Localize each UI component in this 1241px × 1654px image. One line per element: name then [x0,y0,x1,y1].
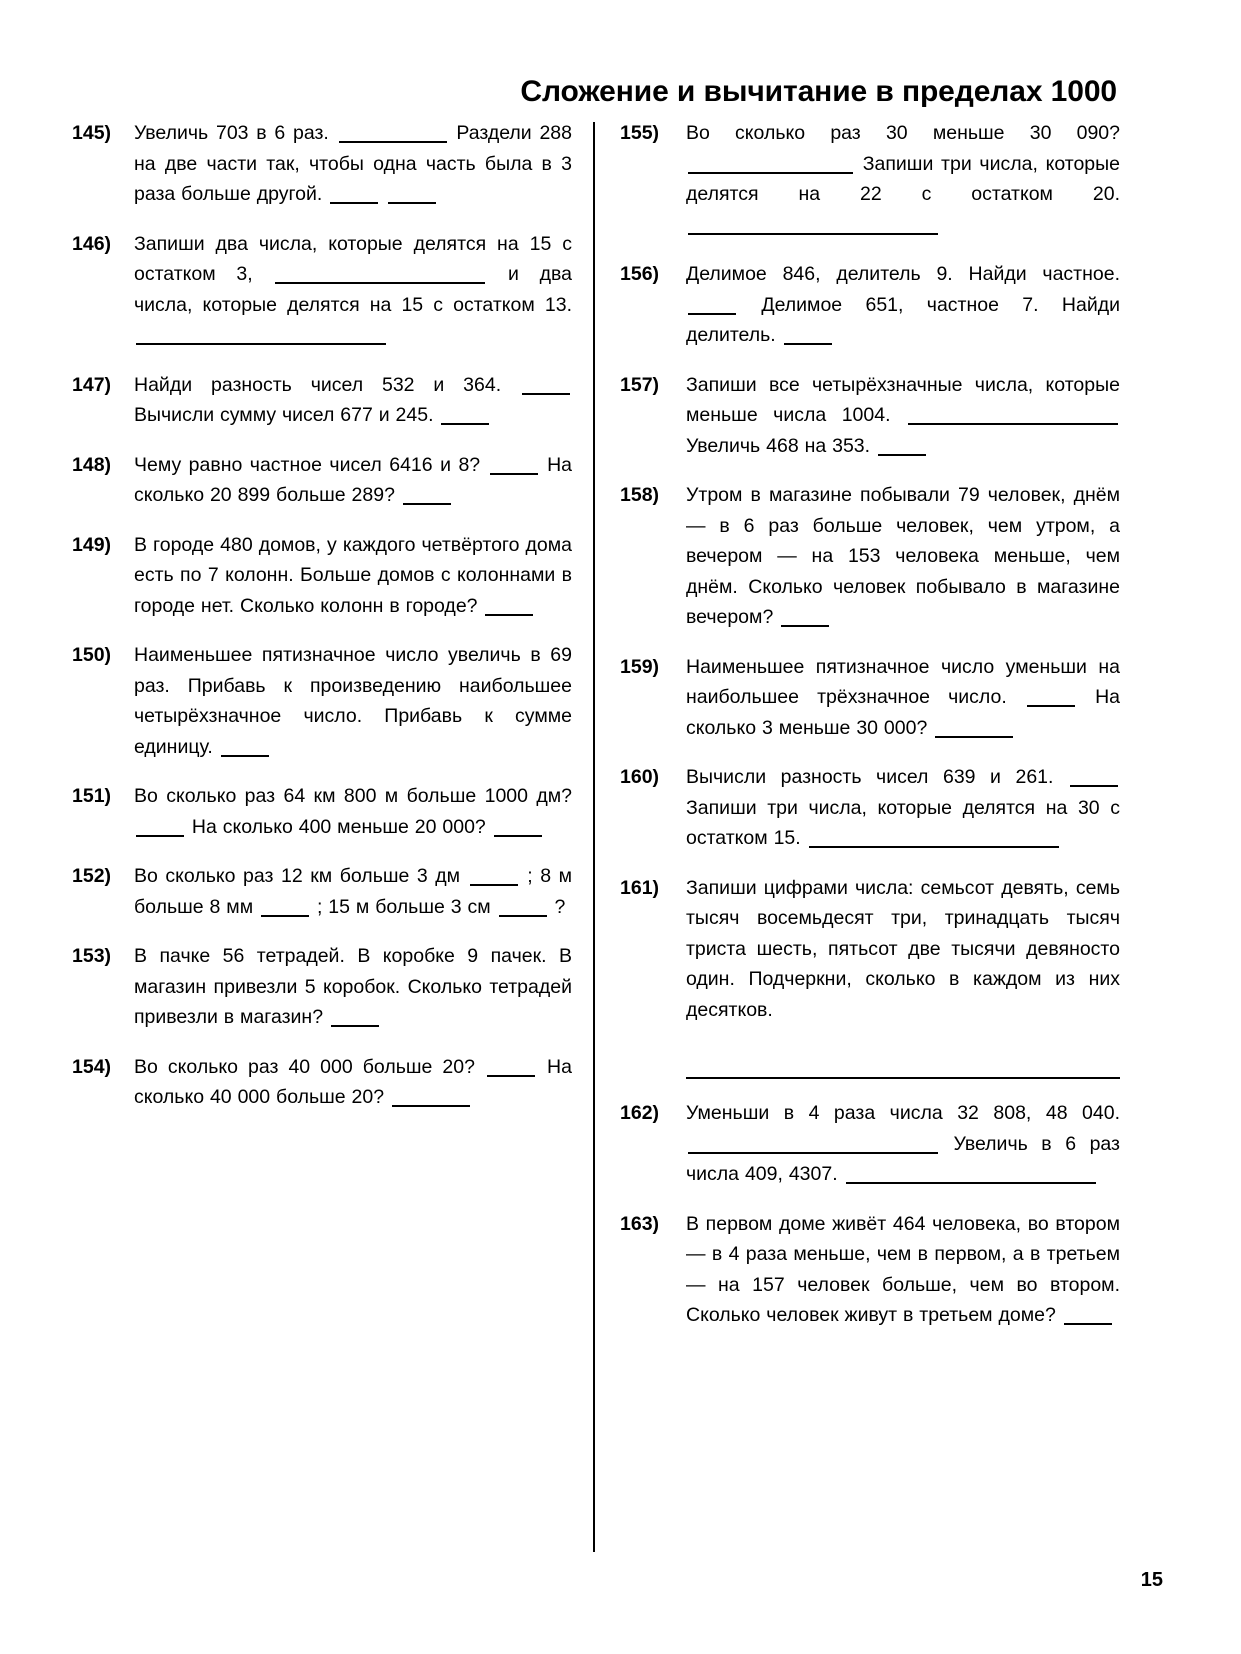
page-title: Сложение и вычитание в пределах 1000 [520,75,1117,109]
task-text [686,259,1120,351]
task-number: 149) [72,533,112,556]
task-text-segment: Увеличь 468 на 353. [686,434,871,457]
task-text-segment: На сколько 20 899 больше 289? [134,453,573,506]
answer-blank[interactable] [392,1092,470,1107]
spacer [686,1025,1120,1055]
task-item [72,450,572,511]
task-number: 156) [620,263,660,285]
task-number: 155) [620,122,660,144]
answer-blank[interactable] [878,441,926,456]
answer-blank[interactable] [781,612,829,627]
task-text-segment: Увеличь в 6 раз числа 409, 4307. [686,1132,1120,1185]
task-text [686,652,1120,744]
task-item [72,229,572,351]
task-text-segment: Запиши три числа, которые делятся на 30 с остатком 15. [686,796,1120,849]
answer-blank[interactable] [846,1169,1096,1184]
task-number: 158) [620,484,660,506]
task-text-segment: ? [554,895,566,918]
task-text-segment: Вычисли разность чисел 639 и 261. [686,766,1054,788]
answer-blank[interactable] [490,460,538,475]
task-text-segment: Утром в магазине побывали 79 человек, днём — в 6 раз больше человек, чем утром, а вечером — на 153 человека меньше, чем днём. Сколько человек побывало в магазине вечером? [686,484,1120,628]
answer-blank[interactable] [522,380,570,395]
task-text-segment: Во сколько раз 30 меньше 30 090? [686,122,1120,144]
answer-blank[interactable] [330,189,378,204]
task-item [72,861,572,922]
task-item [620,118,1120,240]
task-text-segment: На сколько 40 000 больше 20? [134,1055,572,1108]
task-number: 154) [72,1055,112,1078]
answer-blank[interactable] [487,1062,535,1077]
task-text-segment: Запиши все четырёхзначные числа, которые меньше числа 1004. [686,373,1120,426]
task-text [134,370,572,431]
task-text-segment: Делимое 651, частное 7. Найди делитель. [686,293,1120,346]
task-text-segment: Вычисли сумму чисел 677 и 245. [134,404,434,426]
answer-blank[interactable] [908,410,1118,425]
task-item [620,480,1120,633]
answer-blank[interactable] [688,1139,938,1154]
answer-blank[interactable] [388,189,436,204]
task-item [72,1052,572,1113]
task-text [686,1098,1120,1190]
task-item [620,259,1120,351]
task-text-segment: Запиши цифрами числа: семьсот девять, семь тысяч восемьдесят три, тринадцать тысяч триста шесть, пятьсот две тысячи девяносто один. Подчеркни, сколько в каждом из них десятков. [686,876,1120,1021]
task-text-segment: Чему равно частное чисел 6416 и 8? [134,453,481,476]
task-columns [0,118,1241,1568]
task-number: 145) [72,122,112,144]
task-text [686,370,1120,462]
task-text [686,762,1120,854]
task-text [134,118,572,210]
task-text-segment: Во сколько раз 12 км больше 3 дм [134,865,461,887]
task-item [72,640,572,762]
task-number: 160) [620,766,660,788]
right-task-column [620,118,1120,1350]
task-text-segment: Наименьшее пятизначное число уменьши на наибольшее трёхзначное число. [686,655,1120,708]
answer-blank[interactable] [1064,1310,1112,1325]
answer-blank[interactable] [331,1012,379,1027]
answer-blank[interactable] [935,723,1013,738]
task-text-segment: Найди разность чисел 532 и 364. [134,373,502,396]
task-number: 146) [72,232,112,255]
task-text-segment: Наименьшее пятизначное число увеличь в 69 раз. Прибавь к произведению наибольшее четырёхзначное число. Прибавь к сумме единицу. [134,644,572,758]
left-task-column [72,118,572,1132]
task-item [620,1098,1120,1190]
task-number: 157) [620,373,660,396]
task-number: 150) [72,644,112,666]
answer-blank[interactable] [470,871,518,886]
answer-blank[interactable] [688,159,853,174]
task-text-segment: Увеличь 703 в 6 раз. [134,122,329,144]
task-number: 162) [620,1102,660,1124]
task-item [72,941,572,1033]
task-text [686,873,1120,1080]
task-number: 152) [72,865,112,887]
task-item [620,1209,1120,1331]
task-text-segment: На сколько 3 меньше 30 000? [686,686,1121,739]
task-text-segment: Запиши три числа, которые делятся на 22 с остатком 20. [686,152,1121,205]
answer-blank[interactable] [1027,692,1075,707]
answer-blank[interactable] [275,269,485,284]
task-text [134,450,572,511]
task-text-segment: Во сколько раз 64 км 800 м больше 1000 дм? [134,785,572,807]
task-text-segment: Во сколько раз 40 000 больше 20? [134,1055,475,1078]
task-text [134,530,572,622]
task-number: 153) [72,945,112,967]
answer-blank[interactable] [339,128,447,143]
task-number: 151) [72,785,112,807]
task-item [620,873,1120,1080]
task-text-segment: и два числа, которые делятся на 15 с остатком 13. [134,263,572,316]
task-text-segment: В пачке 56 тетрадей. В коробке 9 пачек. В магазин привезли 5 коробок. Сколько тетрадей привезли в магазин? [134,945,572,1028]
task-number: 148) [72,453,112,476]
task-text-segment: Уменьши в 4 раза числа 32 808, 48 040. [686,1102,1120,1124]
task-text-segment: Делимое 846, делитель 9. Найди частное. [686,263,1120,285]
answer-blank[interactable] [784,330,832,345]
task-number: 147) [72,373,112,396]
answer-blank[interactable] [403,490,451,505]
answer-blank[interactable] [1070,772,1118,787]
answer-blank[interactable] [136,330,386,345]
task-item [620,652,1120,744]
task-number: 163) [620,1212,660,1235]
answer-blank[interactable] [499,902,547,917]
task-item [72,370,572,431]
task-text [134,229,572,351]
task-text [134,781,572,842]
answer-blank[interactable] [261,902,309,917]
answer-blank[interactable] [494,822,542,837]
page-number: 15 [1140,1569,1163,1591]
task-text-segment: Раздели 288 на две части так, чтобы одна часть была в 3 раза больше другой. [134,122,572,205]
task-text-segment: ; 15 м больше 3 см [316,895,491,918]
answer-blank[interactable] [221,742,269,757]
answer-blank[interactable] [441,410,489,425]
task-text [134,861,572,922]
task-text-segment: ; 8 м больше 8 мм [134,865,573,918]
task-text [686,1209,1120,1331]
task-text-segment: В городе 480 домов, у каждого четвёртого дома есть по 7 колонн. Больше домов с колоннами в городе нет. Сколько колонн в городе? [134,533,572,617]
task-text [686,118,1120,240]
task-text [134,941,572,1033]
task-text [134,1052,572,1113]
task-text-segment: Запиши два числа, которые делятся на 15 с остатком 3, [134,232,572,285]
answer-blank[interactable] [809,833,1059,848]
answer-blank-fullwidth[interactable] [686,1055,1120,1079]
task-item [620,370,1120,462]
task-text-segment: В первом доме живёт 464 человека, во втором — в 4 раза меньше, чем в первом, а в третьем — на 157 человек больше, чем во втором. Сколько человек живут в третьем доме? [686,1212,1120,1326]
task-text [134,640,572,762]
task-item [72,781,572,842]
answer-blank[interactable] [485,601,533,616]
task-text [686,480,1120,633]
answer-blank[interactable] [688,220,938,235]
answer-blank[interactable] [136,822,184,837]
task-number: 161) [620,876,660,899]
task-item [72,118,572,210]
task-text-segment: На сколько 400 меньше 20 000? [191,815,486,838]
task-number: 159) [620,655,660,678]
task-item [72,530,572,622]
answer-blank[interactable] [688,300,736,315]
task-item [620,762,1120,854]
